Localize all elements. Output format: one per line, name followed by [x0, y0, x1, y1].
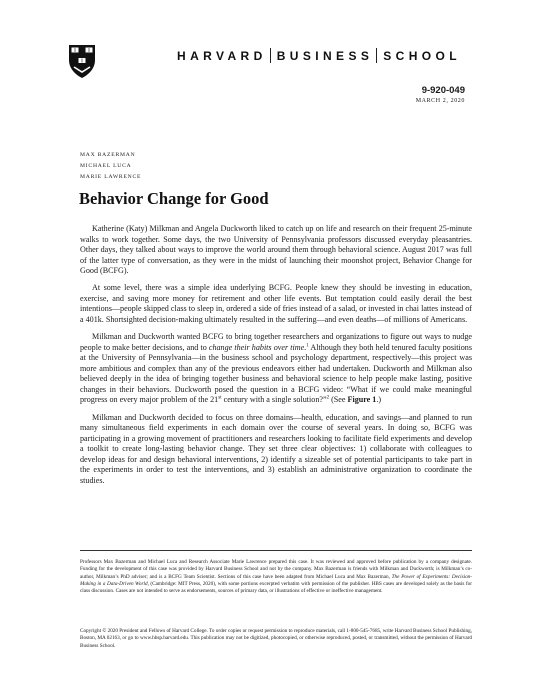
authorship-note: Professors Max Bazerman and Michael Luca and Research Associate Marie Lawrence prepared this case. It was reviewed and approved before publication by a company designate. Funding for the development of this case was provided by Harvard Business School and not by the company. Max Bazerman is friends with Milkman and Duckworth; is Milkman’s co-author, Milkman’s PhD adviser; and is a BCFG Team Scientist. Sections of this case have been adapted from Michael Luca and Max Bazerman, The Power of Experiments: Decision-Making in a Data-Driven World, (Cambridge: MIT Press, 2020), with some portions excerpted verbatim with permission of the publisher. HBS cases are developed solely as the basis for class discussion. Cases are not intended to serve as endorsements, sources of primary data, or illustrations of effective or ineffective management. — [80, 559, 473, 595]
wordmark-divider — [376, 48, 377, 63]
author-name: MICHAEL LUCA — [80, 163, 132, 169]
body-paragraph: Milkman and Duckworth wanted BCFG to bring together researchers and organizations to figure out ways to nudge people to make better decisions, and to change their habits over time.$^1$ Although they both held tenured faculty positions at the University of Pennsylvania—in the business school and psychology department, respectively—this project was more ambitious and complex than any of the previous endeavors either had undertaken. Duckworth and Milkman also believed deeply in the idea of bringing together business and behavioral science to help people make lasting, positive changes in their behaviors. Duckworth posed the question in a BCFG video: “What if we could make meaningful progress on every major problem of the 21st century with a single solution?”$^2$ (See Figure 1.) — [80, 332, 472, 405]
emphasis-text: change their habits over time — [208, 342, 305, 352]
wordmark-harvard: HARVARD — [177, 49, 267, 63]
footnote-divider — [80, 550, 472, 551]
footnote-ref: 2 — [326, 395, 330, 401]
author-list — [80, 150, 141, 183]
book-title: The Power of Experiments: Decision-Making in a Data-Driven World — [80, 573, 473, 588]
case-title: Behavior Change for Good — [79, 189, 269, 208]
wordmark-business: BUSINESS — [276, 49, 374, 63]
body-paragraph: Milkman and Duckworth decided to focus on three domains—health, education, and savings—and planned to run many simultaneous field experiments in each domain over the course of several years. In doing so, BCFG was participating in a growing movement of practitioners and researchers looking to facilitate field experiments and develop a toolkit to create long-lasting behavior change. They set three clear objectives: 1) collaborate with colleagues to develop ideas for and design behavioral interventions, 2) identify a sizeable set of potential participants to take part in the experiments in order to test the interventions, and 3) establish an administrative organization to coordinate the studies. — [80, 412, 472, 485]
wordmark-school: SCHOOL — [383, 49, 461, 63]
figure-reference: Figure 1 — [347, 395, 377, 405]
wordmark-divider — [270, 48, 271, 63]
case-date: MARCH 2, 2020 — [415, 98, 465, 104]
veritas-shield-icon — [68, 44, 96, 79]
author-name: MARIE LAWRENCE — [80, 174, 142, 180]
footnote-ref: 1 — [306, 342, 309, 348]
school-wordmark — [177, 48, 461, 63]
body-paragraph: At some level, there was a simple idea underlying BCFG. People knew they should be investing in education, exercise, and saving more money for retirement and other life events. But temptation could easily derail the best intentions—people skipped class to sleep in, ordered a side of fries instead of a salad, or invested in chai lattes instead of a 401k. Shortsighted decision-making ultimately resulted in the suffering—and even deaths—of millions of Americans. — [80, 283, 472, 324]
case-body — [80, 224, 472, 493]
body-paragraph: Katherine (Katy) Milkman and Angela Duckworth liked to catch up on life and research on their frequent 25-minute walks to work together. Some days, the two University of Pennsylvania professors discussed everyday pleasantries. Other days, they talked about ways to improve the world around them through behavioral science. August 2017 was full of the latter type of conversation, as they were in the midst of launching their moonshot project, Behavior Change for Good (BCFG). — [80, 224, 472, 276]
author-name: MAX BAZERMAN — [80, 152, 136, 158]
ordinal-suffix: st — [218, 395, 222, 401]
copyright-note: Copyright © 2020 President and Fellows of Harvard College. To order copies or request permission to reproduce materials, call 1-800-545-7685, write Harvard Business School Publishing, Boston, MA 02163, or go to www.hbsp.harvard.edu. This publication may not be digitized, photocopied, or otherwise reproduced, posted, or transmitted, without the permission of Harvard Business School. — [80, 628, 472, 649]
case-number: 9-920-049 — [421, 85, 465, 96]
